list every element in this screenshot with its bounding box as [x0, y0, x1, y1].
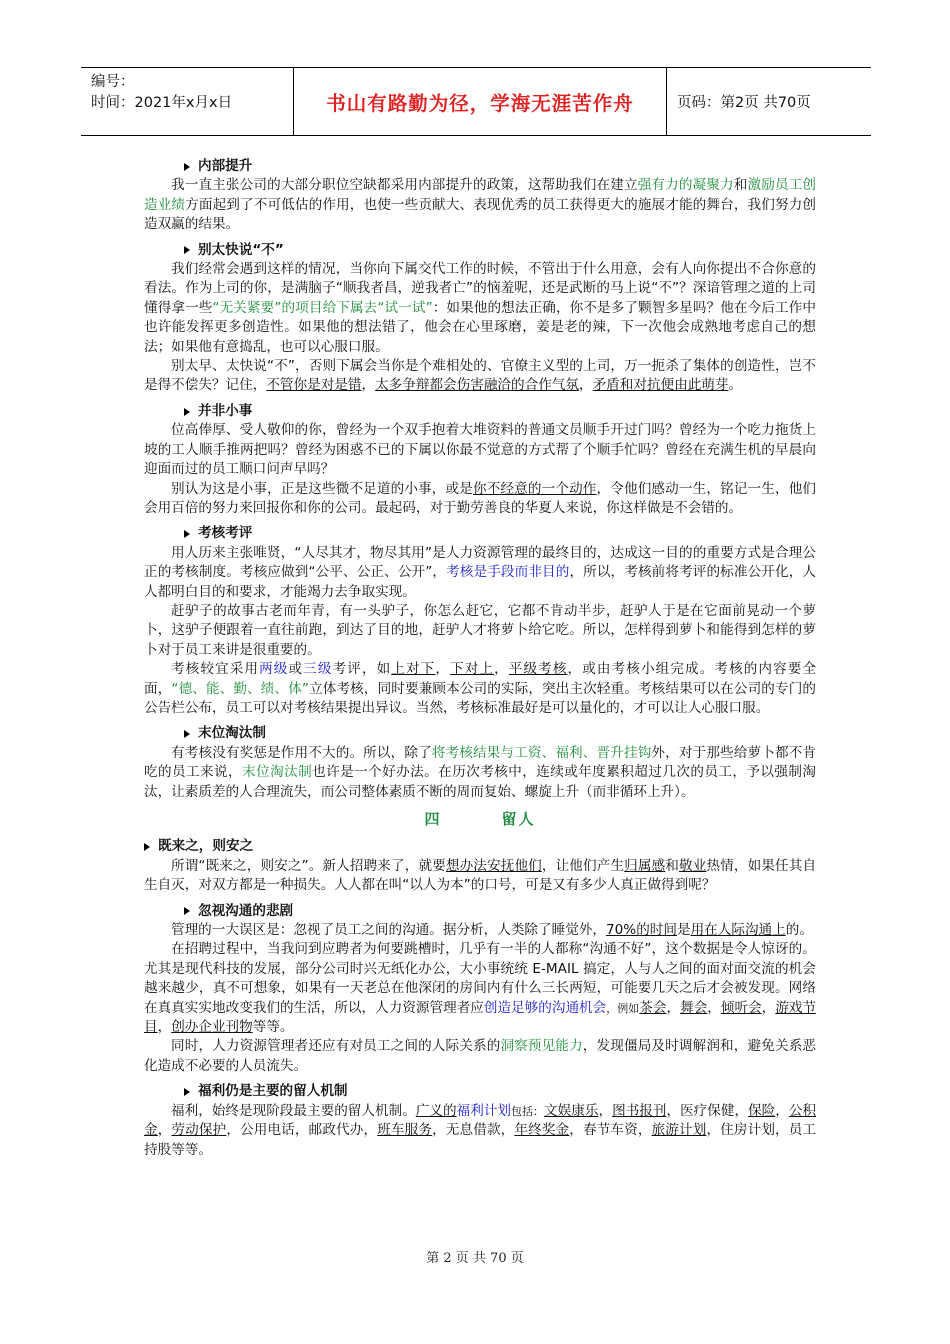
heading-elimination: 末位淘汰制 — [144, 724, 816, 743]
arrow-bullet-icon — [184, 246, 190, 254]
paragraph: 我们经常会遇到这样的情况，当你向下属交代工作的时候，不管出于什么用意，会有人向你提出不合你意的看法。作为上司的你，是满脑子“顺我者昌，逆我者亡”的恼羞呢，还是武断的马上说“不”？深谙管理之道的上司懂得拿一些“无关紧要”的项目给下属去“试一试”：如果他的想法正确，你不是多了颗智多星吗？他在今后工作中也许能发挥更多创造性。如果他的想法错了，他会在心里琢磨，姜是老的辣，下一次他会成熟地考虑自己的想法；如果他有意捣乱，也可以心服口服。 — [144, 261, 817, 355]
paragraph: 赶驴子的故事古老而年青，有一头驴子，你怎么赶它，它都不肯动半步，赶驴人于是在它面前晃动一个萝卜，这驴子便跟着一直往前跑，到达了目的地，赶驴人才将萝卜给它吃。所以，怎样得到萝卜和能得到怎样的萝卜对于员工来讲是很重要的。 — [144, 602, 816, 658]
heading-settle-in: 既来之，则安之 — [144, 837, 816, 856]
heading-benefits: 福利仍是主要的留人机制 — [144, 1082, 816, 1101]
arrow-bullet-icon — [184, 408, 190, 416]
paragraph: 别认为这是小事，正是这些微不足道的小事，或是你不经意的一个动作，令他们感动一生，铭记一生，他们会用百倍的努力来回报你和你的公司。最起码，对于勤劳善良的华夏人来说，你这样做是不会错的。 — [144, 480, 817, 516]
paragraph: 考核较宜采用两级或三级考评，如上对下，下对上，平级考核，或由考核小组完成。考核的内容要全面，“德、能、勤、绩、体”立体考核，同时要兼顾本公司的实际，突出主次轻重。考核结果可以在公司的专门的公告栏公布，员工可以对考核结果提出异议。当然，考核标准最好是可以量化的，才可以让人心服口服。 — [144, 661, 817, 716]
section-number: 四 — [424, 810, 442, 828]
paragraph: 用人历来主张唯贤，“人尽其才，物尽其用”是人力资源管理的最终目的，达成这一目的的重要方式是合理公正的考核制度。考核应做到“公平、公正、公开”，考核是手段而非目的，所以，考核前将考评的标准公开化，人人都明白目的和要求，才能竭力去争取实现。 — [144, 544, 816, 600]
arrow-bullet-icon — [184, 530, 190, 538]
section-title: 留人 — [501, 810, 536, 828]
section-heading — [144, 810, 816, 829]
heading-not-small-matter: 并非小事 — [144, 402, 816, 421]
page-footer: 第 2 页 共 70 页 — [426, 1251, 524, 1266]
arrow-bullet-icon — [184, 1088, 190, 1096]
document-body — [144, 157, 816, 1160]
paragraph: 福利，始终是现阶段最主要的留人机制。广义的福利计划包括：文娱康乐，图书报刊，医疗保健，保险，公积金，劳动保护，公用电话，邮政代办，班车服务，无息借款，年终奖金，春节车资，旅游计划，住房计划，员工持股等等。 — [144, 1102, 817, 1158]
header-table — [81, 67, 871, 136]
arrow-bullet-icon — [184, 163, 190, 171]
arrow-bullet-icon — [184, 730, 190, 738]
motto: 书山有路勤为径，学海无涯苦作舟 — [294, 68, 667, 135]
heading-assessment: 考核考评 — [144, 524, 816, 543]
paragraph: 我一直主张公司的大部分职位空缺都采用内部提升的政策，这帮助我们在建立强有力的凝聚力和激励员工创造业绩方面起到了不可低估的作用，也使一些贡献大、表现优秀的员工获得更大的施展才能的舞台，我们努力创造双赢的结果。 — [144, 177, 817, 233]
heading-communication: 忽视沟通的悲剧 — [144, 902, 816, 921]
paragraph: 别太早、太快说“不”，否则下属会当你是个难相处的、官僚主义型的上司，万一扼杀了集体的创造性，岂不是得不偿失？记住，不管你是对是错，太多争辩都会伤害融洽的合作气氛，矛盾和对抗便由此萌芽。 — [144, 358, 816, 394]
paragraph: 管理的一大误区是：忽视了员工之间的沟通。据分析，人类除了睡觉外，70%的时间是用在人际沟通上的。 — [171, 922, 813, 939]
number-label: 编号： — [91, 74, 135, 90]
arrow-bullet-icon — [144, 843, 150, 851]
page-info: 页码：第2页 共70页 — [677, 95, 811, 111]
arrow-bullet-icon — [184, 907, 190, 915]
heading-dont-say-no: 别太快说“不” — [144, 241, 816, 260]
paragraph: 同时，人力资源管理者还应有对员工之间的人际关系的洞察预见能力，发现僵局及时调解润和，避免关系恶化造成不必要的人员流失。 — [144, 1038, 817, 1074]
header-left-cell — [81, 68, 294, 135]
paragraph: 位高俸厚、受人敬仰的你，曾经为一个双手抱着大堆资料的普通文员顺手开过门吗？曾经为一个吃力拖货上坡的工人顺手推两把吗？曾经为困惑不已的下属以你最不觉意的方式帮了个顺手忙吗？曾经在充满生机的早晨向迎面而过的员工顺口问声早吗？ — [144, 422, 816, 478]
paragraph: 有考核没有奖惩是作用不大的。所以，除了将考核结果与工资、福利、晋升挂钩外，对于那些给萝卜都不肯吃的员工来说，末位淘汰制也许是一个好办法。在历次考核中，连续或年度累积超过几次的员工，予以强制淘汰，让素质差的人合理流失，而公司整体素质不断的周而复始、螺旋上升（而非循环上升）。 — [144, 744, 817, 800]
paragraph: 在招聘过程中，当我问到应聘者为何要跳槽时，几乎有一半的人都称“沟通不好”，这个数据是令人惊讶的。尤其是现代科技的发展，部分公司时兴无纸化办公，大小事统统 E-MAIL 搞定，人与人之间的面对面交流的机会越来越少，真不可想象，如果有一天老总在他深闭的房间内有什么三长两短，可能要几天之后才会被发现。网络在真真实实地改变我们的生活，所以，人力资源管理者应创造足够的沟通机会，例如茶会，舞会，倾听会，游戏节目，创办企业刊物等等。 — [144, 941, 817, 1036]
paragraph: 所谓“既来之，则安之”。新人招聘来了，就要想办法安抚他们，让他们产生归属感和敬业热情，如果任其自生自灭，对双方都是一种损失。人人都在叫“以人为本”的口号，可是又有多少人真正做得到呢？ — [144, 857, 817, 894]
time-label: 时间：2021年x月x日 — [91, 95, 233, 111]
heading-internal-promotion: 内部提升 — [144, 157, 816, 176]
